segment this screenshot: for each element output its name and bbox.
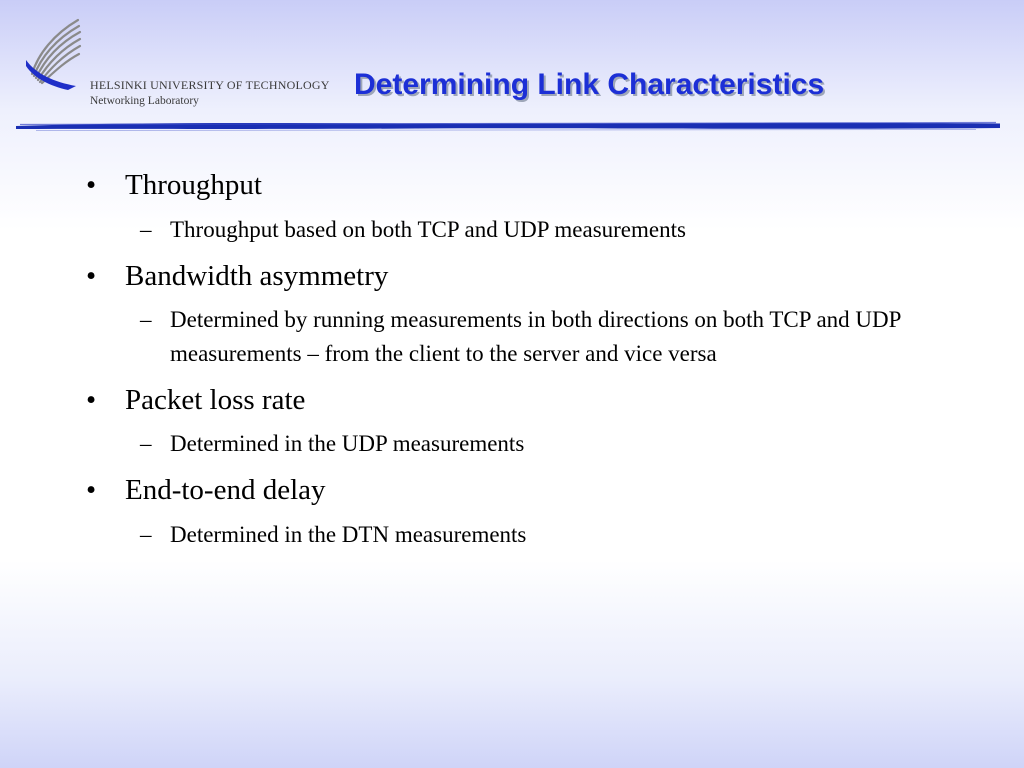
bullet-text: End-to-end delay [125,474,326,506]
sub-bullet-marker: – [140,522,152,547]
bullet-marker: • [86,260,97,292]
bullet-marker: • [86,169,97,201]
bullet-text: Throughput [125,169,262,201]
slide-title: Determining Link Characteristics [354,68,825,101]
sub-bullet-text: Determined by running measurements in both directions on both TCP and UDP measurements – from the client to the server and vice versa [170,307,901,366]
bullet-marker: • [86,474,97,506]
bullet-marker: • [86,384,97,416]
sub-bullet-text: Throughput based on both TCP and UDP measurements [170,217,686,242]
organization-name: HELSINKI UNIVERSITY OF TECHNOLOGY [90,78,330,92]
bullet-text: Packet loss rate [125,384,306,416]
sub-bullet-marker: – [140,217,152,242]
sub-bullet-marker: – [140,307,152,332]
bullet-text: Bandwidth asymmetry [125,260,389,292]
sub-bullet-marker: – [140,431,152,456]
sub-bullet-text: Determined in the DTN measurements [170,522,527,547]
laboratory-name: Networking Laboratory [90,95,199,107]
sub-bullet-text: Determined in the UDP measurements [170,431,525,456]
